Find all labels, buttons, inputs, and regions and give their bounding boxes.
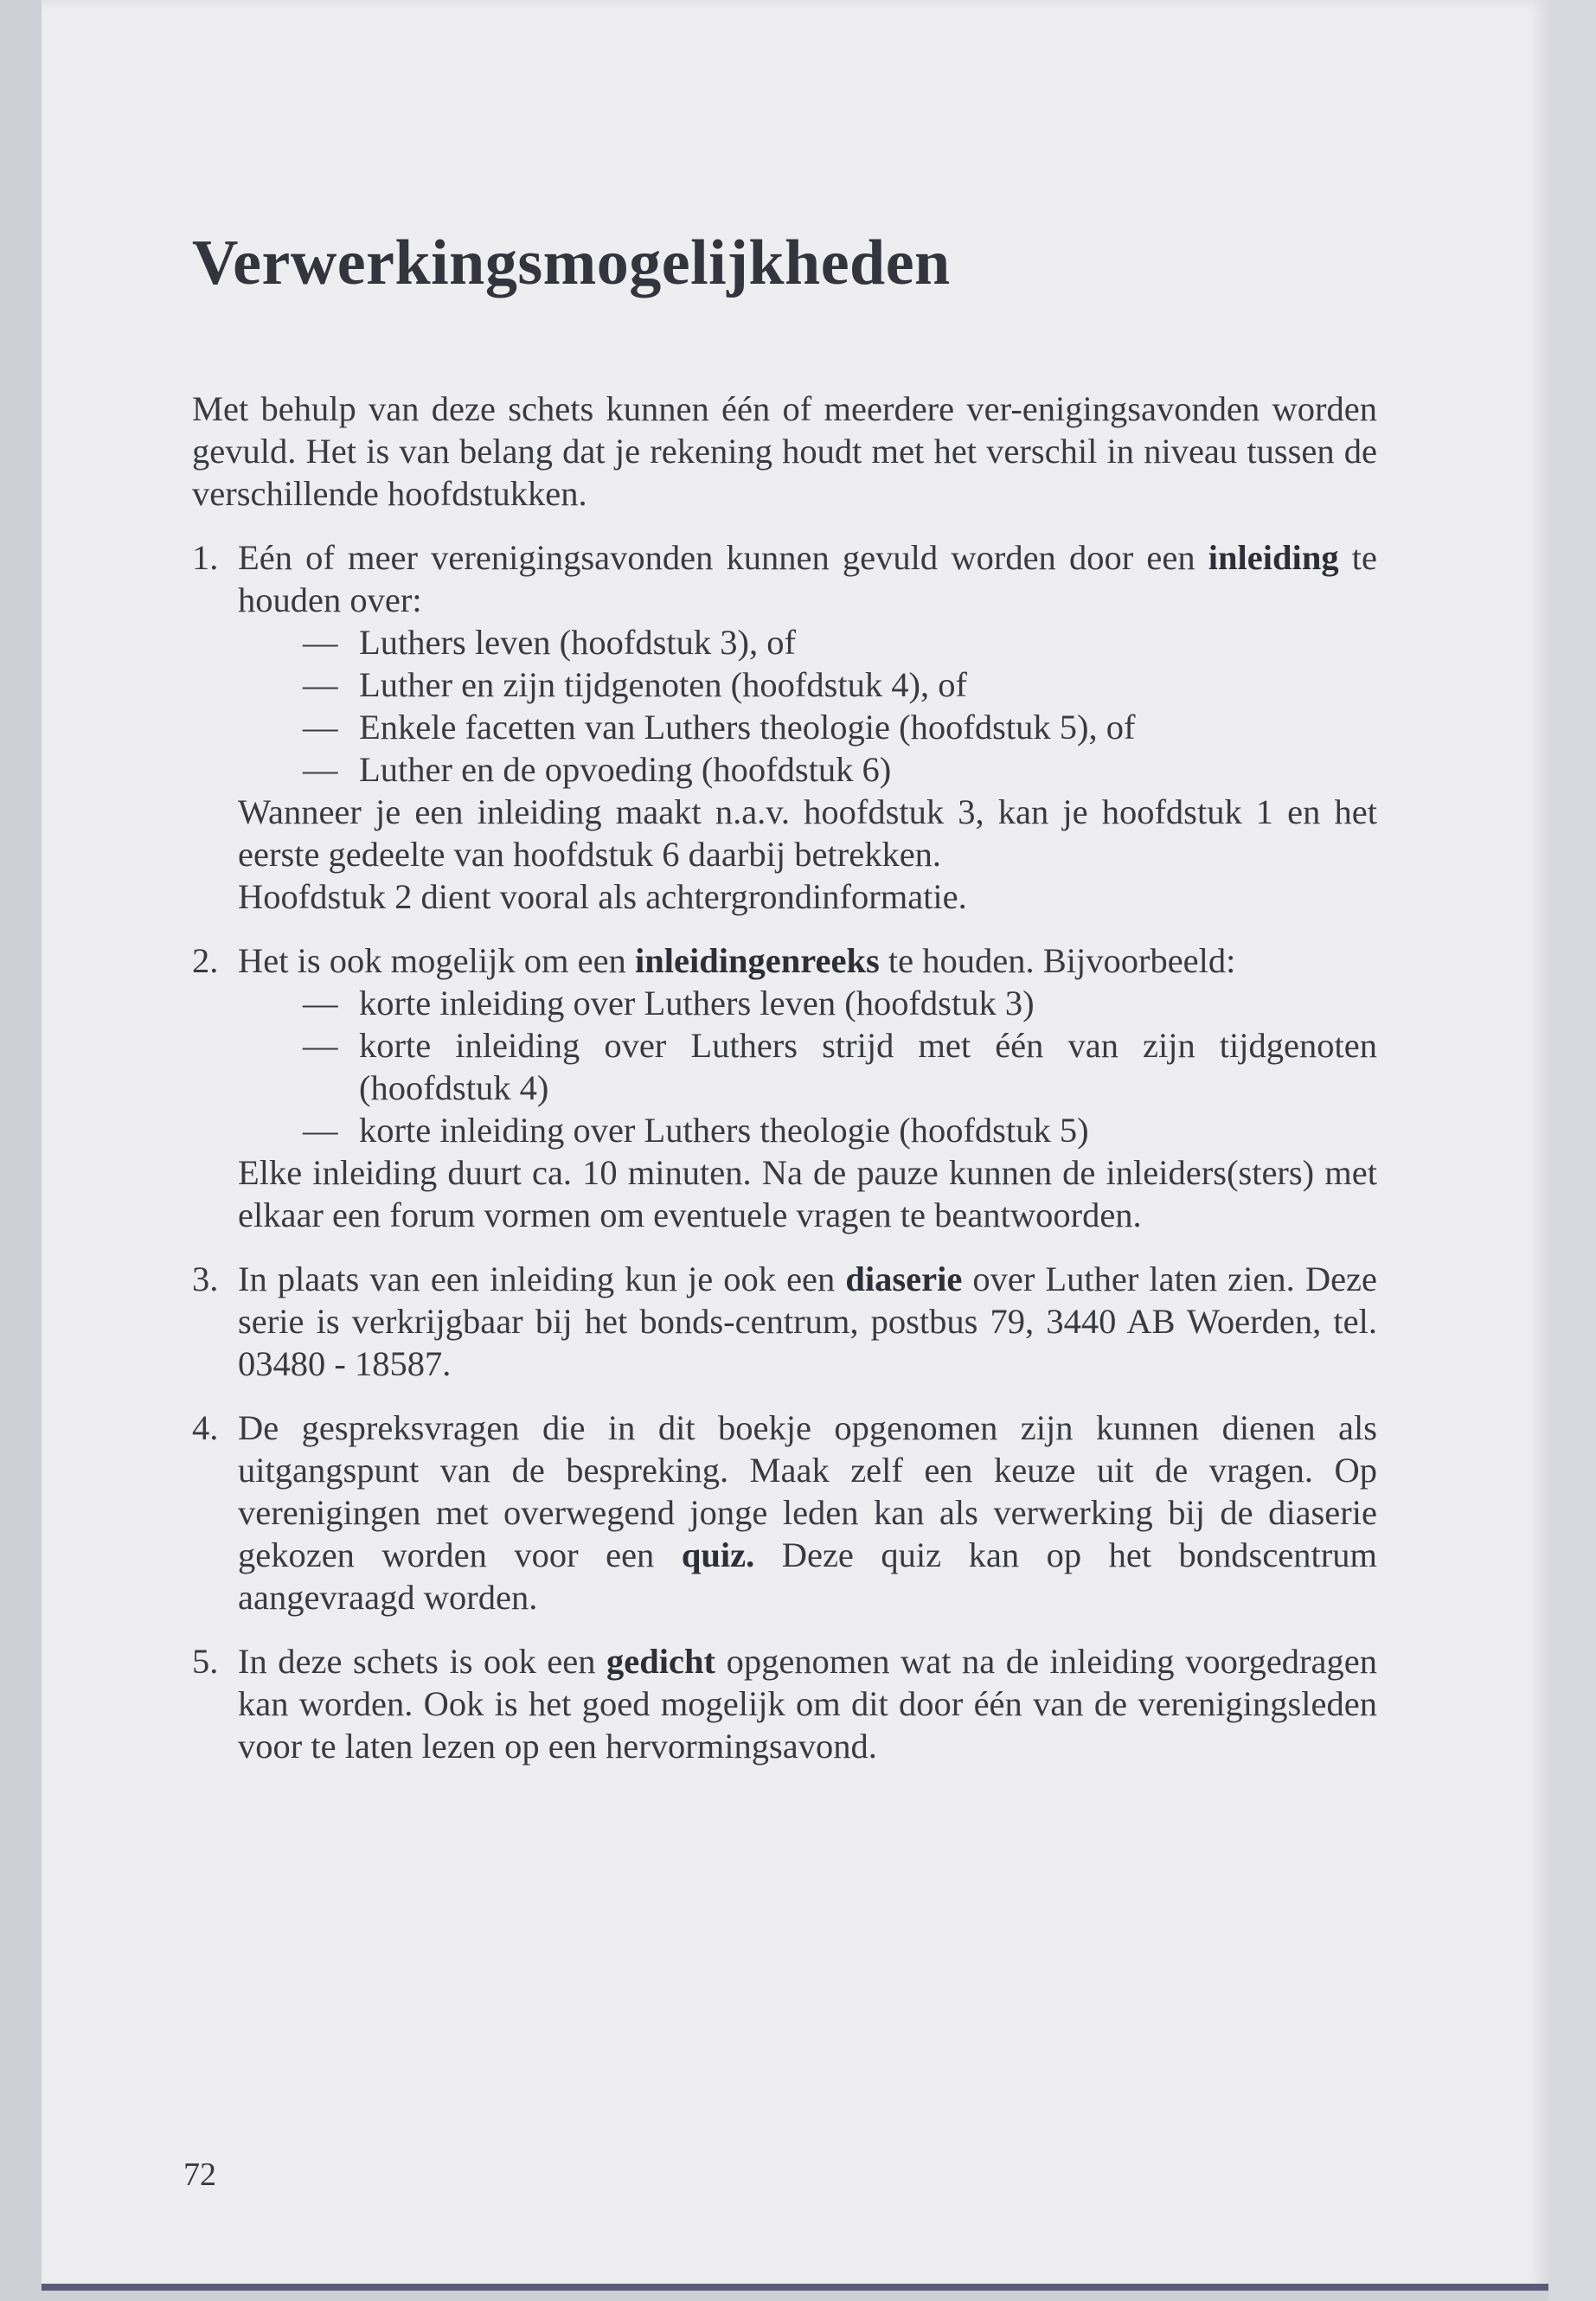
intro-paragraph: Met behulp van deze schets kunnen één of meerdere ver-enigingsavonden worden gevuld. Het is van belang dat je rekening houdt met het verschil in niveau tussen de verschillende hoofdstukken. [192,389,1377,513]
dash-list-item: — korte inleiding over Luthers leven (hoofdstuk 3) [359,982,1377,1024]
page-edge-bottom [42,2284,1548,2291]
item-followup: Hoofdstuk 2 dient vooral als achtergrondinformatie. [238,877,967,916]
dash-list-item: — Luther en de opvoeding (hoofdstuk 6) [359,748,1377,791]
item-number: 4. [192,1408,219,1447]
keyword: gedicht [606,1642,716,1681]
keyword: diaserie [845,1259,963,1298]
keyword: inleiding [1208,538,1339,577]
list-item-3 [192,1258,1377,1385]
dash-list-item: — Luther en zijn tijdgenoten (hoofdstuk 4), of [359,663,1377,706]
item-lead: Eén of meer verenigingsavonden kunnen gevuld worden door een inleiding te houden over: [238,538,1378,619]
list-item-5 [192,1640,1377,1767]
dash-list [238,982,1377,1151]
dash-list-item: — korte inleiding over Luthers strijd met één van zijn tijdgenoten (hoofdstuk 4) [359,1024,1377,1109]
list-item-2 [192,939,1377,1236]
item-number: 2. [192,941,219,980]
page-body [192,388,1377,1789]
item-followup: Elke inleiding duurt ca. 10 minuten. Na de pauze kunnen de inleiders(sters) met elkaar een forum vormen om eventuele vragen te beantwoorden. [238,1153,1377,1234]
dash-list [238,621,1377,791]
list-item-4 [192,1407,1377,1618]
page-title: Verwerkingsmogelijkheden [192,228,951,298]
item-followup: Wanneer je een inleiding maakt n.a.v. hoofdstuk 3, kan je hoofdstuk 1 en het eerste gedeelte van hoofdstuk 6 daarbij betrekken. [238,792,1377,874]
keyword: inleidingenreeks [634,941,880,980]
dash-list-item: — korte inleiding over Luthers theologie (hoofdstuk 5) [359,1109,1377,1151]
page-edge-right [1548,0,1596,2301]
item-text: De gespreksvragen die in dit boekje opgenomen zijn kunnen dienen als uitgangspunt van de bespreking. Maak zelf een keuze uit de vragen. Op verenigingen met overwegend jonge leden kan als verwerking bij de diaserie gekozen worden voor een quiz. Deze quiz kan op het bondscentrum aangevraagd worden. [238,1408,1378,1617]
item-text: In plaats van een inleiding kun je ook een diaserie over Luther laten zien. Deze serie is verkrijgbaar bij het bonds-centrum, postbus 79, 3440 AB Woerden, tel. 03480 - 18587. [238,1259,1377,1383]
keyword: quiz. [681,1535,755,1574]
list-item-1 [192,536,1377,918]
dash-list-item: — Luthers leven (hoofdstuk 3), of [359,621,1377,663]
item-number: 1. [192,538,219,577]
item-text: In deze schets is ook een gedicht opgenomen wat na de inleiding voorgedragen kan worden. Ook is het goed mogelijk om dit door één van de verenigingsleden voor te laten lezen op een hervormingsavond. [238,1642,1377,1766]
item-number: 5. [192,1642,219,1681]
page-number: 72 [183,2157,216,2193]
dash-list-item: — Enkele facetten van Luthers theologie (hoofdstuk 5), of [359,706,1377,748]
item-lead: Het is ook mogelijk om een inleidingenreeks te houden. Bijvoorbeeld: [238,941,1236,980]
item-number: 3. [192,1259,219,1298]
